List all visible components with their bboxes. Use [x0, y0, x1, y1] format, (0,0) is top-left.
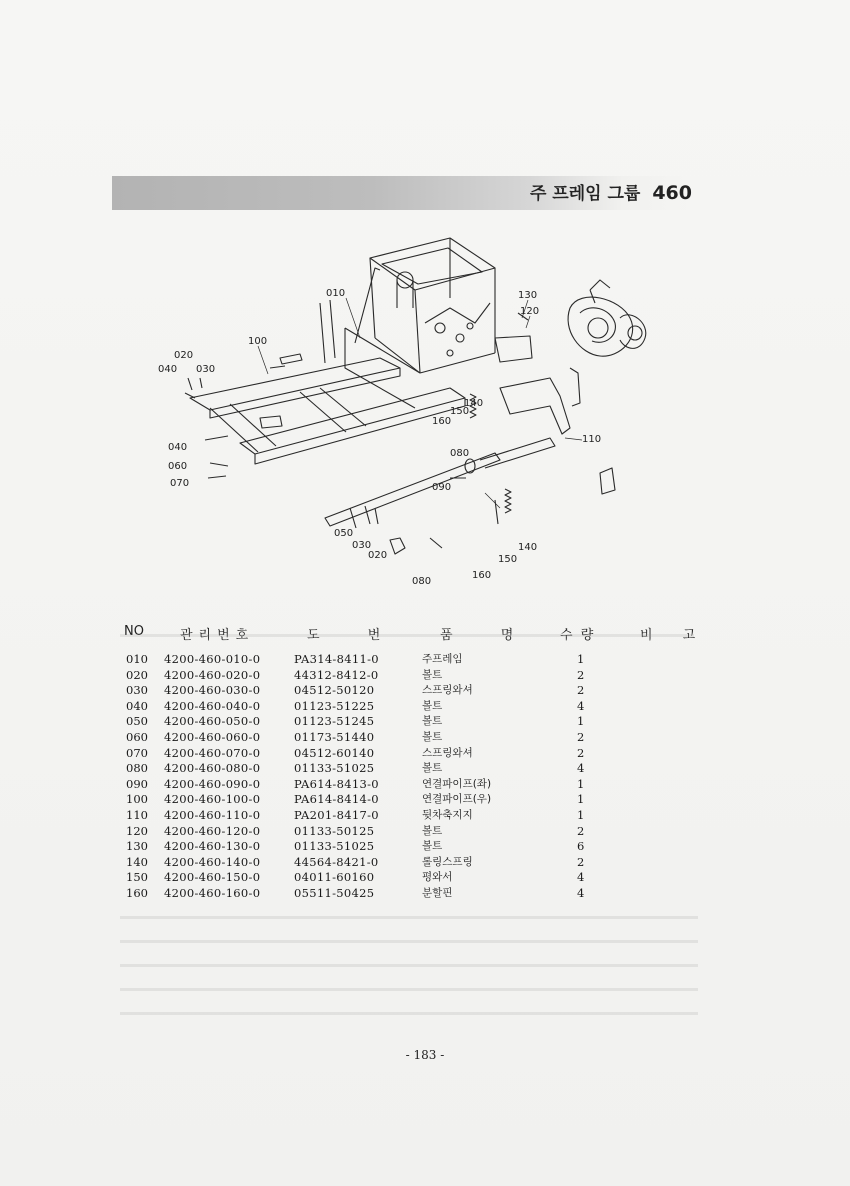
row-management-number: 4200-460-140-0 — [164, 854, 261, 869]
row-no: 110 — [126, 807, 148, 822]
row-drawing-number: 01133-51025 — [294, 761, 375, 776]
row-drawing-number: 44564-8421-0 — [294, 854, 379, 869]
row-part-name: 평와서 — [422, 871, 453, 884]
row-no: 020 — [126, 667, 148, 682]
table-row — [126, 668, 696, 684]
header-management-number: 관리번호 — [180, 628, 255, 643]
row-part-name: 뒷차축지지 — [422, 808, 473, 821]
row-management-number: 4200-460-020-0 — [164, 667, 261, 682]
table-row — [126, 886, 696, 902]
bleed-through-line — [120, 988, 698, 991]
row-drawing-number: 04512-50120 — [294, 683, 375, 698]
callout-120: 120 — [520, 306, 540, 317]
table-row — [126, 714, 696, 730]
header-part-name: 품 명 — [440, 628, 516, 643]
row-no: 050 — [126, 714, 148, 729]
row-drawing-number: 44312-8412-0 — [294, 667, 379, 682]
table-row — [126, 683, 696, 699]
table-row — [126, 824, 696, 840]
row-quantity: 2 — [577, 729, 585, 744]
row-no: 100 — [126, 792, 148, 807]
header-no: NO — [124, 624, 144, 639]
callout-140-bottom: 140 — [518, 542, 538, 553]
row-no: 160 — [126, 885, 148, 900]
row-no: 070 — [126, 745, 148, 760]
table-row — [126, 855, 696, 871]
row-part-name: 스프링와셔 — [422, 684, 473, 697]
row-no: 120 — [126, 823, 148, 838]
row-drawing-number: 04011-60160 — [294, 870, 375, 885]
callout-150-bottom: 150 — [498, 554, 518, 565]
row-no: 010 — [126, 652, 148, 666]
table-row — [126, 699, 696, 715]
row-management-number: 4200-460-090-0 — [164, 776, 261, 791]
row-part-name: 분할핀 — [422, 886, 453, 899]
callout-010: 010 — [326, 288, 346, 299]
header-remarks: 비 고 — [640, 628, 698, 643]
row-drawing-number: PA614-8414-0 — [294, 792, 379, 807]
row-management-number: 4200-460-060-0 — [164, 729, 261, 744]
table-row — [126, 792, 696, 808]
row-quantity: 1 — [577, 714, 585, 729]
row-management-number: 4200-460-040-0 — [164, 698, 261, 713]
callout-080-bottom: 080 — [412, 576, 432, 587]
table-row — [126, 761, 696, 777]
section-title — [530, 180, 692, 206]
callout-090: 090 — [432, 482, 452, 493]
callout-030: 030 — [196, 364, 216, 375]
row-quantity: 4 — [577, 885, 585, 900]
row-management-number: 4200-460-160-0 — [164, 885, 261, 900]
row-drawing-number: 05511-50425 — [294, 885, 375, 900]
row-part-name: 볼트 — [422, 824, 443, 837]
callout-040-top: 040 — [158, 364, 178, 375]
bleed-through-line — [120, 634, 694, 637]
row-management-number: 4200-460-130-0 — [164, 839, 261, 854]
row-quantity: 4 — [577, 761, 585, 776]
row-part-name: 스프링와셔 — [422, 746, 473, 759]
table-row — [126, 839, 696, 855]
row-drawing-number: 01133-50125 — [294, 823, 375, 838]
row-quantity: 1 — [577, 807, 585, 822]
row-part-name: 볼트 — [422, 668, 443, 681]
row-part-name: 주프레임 — [422, 653, 463, 665]
row-no: 030 — [126, 683, 148, 698]
row-no: 060 — [126, 729, 148, 744]
callout-100: 100 — [248, 336, 268, 347]
table-row — [126, 746, 696, 762]
row-drawing-number: 01133-51025 — [294, 839, 375, 854]
parts-table-header — [124, 622, 696, 644]
row-quantity: 6 — [577, 839, 585, 854]
table-row — [126, 808, 696, 824]
frame-illustration — [150, 228, 670, 598]
row-part-name: 볼트 — [422, 730, 443, 743]
row-quantity: 4 — [577, 698, 585, 713]
row-drawing-number: 01123-51245 — [294, 714, 375, 729]
callout-040-mid: 040 — [168, 442, 188, 453]
row-management-number: 4200-460-120-0 — [164, 823, 261, 838]
row-part-name: 볼트 — [422, 715, 443, 728]
callout-030-bottom: 030 — [352, 540, 372, 551]
callout-110: 110 — [582, 434, 602, 445]
row-no: 090 — [126, 776, 148, 791]
row-management-number: 4200-460-030-0 — [164, 683, 261, 698]
row-part-name: 볼트 — [422, 699, 443, 712]
row-no: 040 — [126, 698, 148, 713]
bleed-through-line — [120, 940, 698, 943]
row-part-name: 볼트 — [422, 840, 443, 853]
section-title-text: 주 프레임 그룹 — [529, 184, 641, 204]
callout-070: 070 — [170, 478, 190, 489]
parts-table-body — [126, 652, 696, 902]
row-drawing-number: PA201-8417-0 — [294, 807, 379, 822]
row-drawing-number: 01173-51440 — [294, 729, 375, 744]
row-quantity: 2 — [577, 854, 585, 869]
row-management-number: 4200-460-080-0 — [164, 761, 261, 776]
row-part-name: 연결파이프(좌) — [422, 777, 492, 790]
row-quantity: 2 — [577, 667, 585, 682]
callout-050: 050 — [334, 528, 354, 539]
row-quantity: 1 — [577, 652, 585, 666]
row-drawing-number: PA614-8413-0 — [294, 776, 379, 791]
callout-160-bottom: 160 — [472, 570, 492, 581]
row-part-name: 롤링스프링 — [422, 855, 473, 868]
header-quantity: 수 량 — [560, 628, 596, 643]
bleed-through-line — [120, 1012, 698, 1015]
table-row — [126, 870, 696, 886]
bleed-through-line — [120, 964, 698, 967]
row-part-name: 연결파이프(우) — [422, 793, 492, 806]
row-no: 130 — [126, 839, 148, 854]
section-header-bar — [112, 176, 692, 210]
row-management-number: 4200-460-110-0 — [164, 807, 261, 822]
row-management-number: 4200-460-050-0 — [164, 714, 261, 729]
callout-140-top: 140 — [464, 398, 484, 409]
row-no: 140 — [126, 854, 148, 869]
row-drawing-number: PA314-8411-0 — [294, 652, 379, 666]
row-quantity: 4 — [577, 870, 585, 885]
bleed-through-line — [120, 916, 698, 919]
row-management-number: 4200-460-070-0 — [164, 745, 261, 760]
page-number: - 183 - — [405, 1048, 445, 1062]
row-drawing-number: 01123-51225 — [294, 698, 375, 713]
row-management-number: 4200-460-150-0 — [164, 870, 261, 885]
callout-080-top: 080 — [450, 448, 470, 459]
callout-060: 060 — [168, 461, 188, 472]
callout-150-top: 150 — [450, 406, 470, 417]
row-management-number: 4200-460-010-0 — [164, 652, 261, 666]
row-quantity: 1 — [577, 776, 585, 791]
row-drawing-number: 04512-60140 — [294, 745, 375, 760]
callout-160-top: 160 — [432, 416, 452, 427]
table-row — [126, 730, 696, 746]
row-quantity: 2 — [577, 823, 585, 838]
row-management-number: 4200-460-100-0 — [164, 792, 261, 807]
row-quantity: 2 — [577, 745, 585, 760]
header-drawing-number: 도 번 — [307, 628, 383, 643]
table-row — [126, 652, 696, 668]
callout-130: 130 — [518, 290, 538, 301]
row-no: 150 — [126, 870, 148, 885]
group-number: 460 — [652, 182, 692, 204]
row-quantity: 2 — [577, 683, 585, 698]
row-quantity: 1 — [577, 792, 585, 807]
callout-020-bottom: 020 — [368, 550, 388, 561]
callout-020: 020 — [174, 350, 194, 361]
row-no: 080 — [126, 761, 148, 776]
table-row — [126, 777, 696, 793]
exploded-parts-diagram — [150, 228, 670, 598]
row-part-name: 볼트 — [422, 762, 443, 775]
